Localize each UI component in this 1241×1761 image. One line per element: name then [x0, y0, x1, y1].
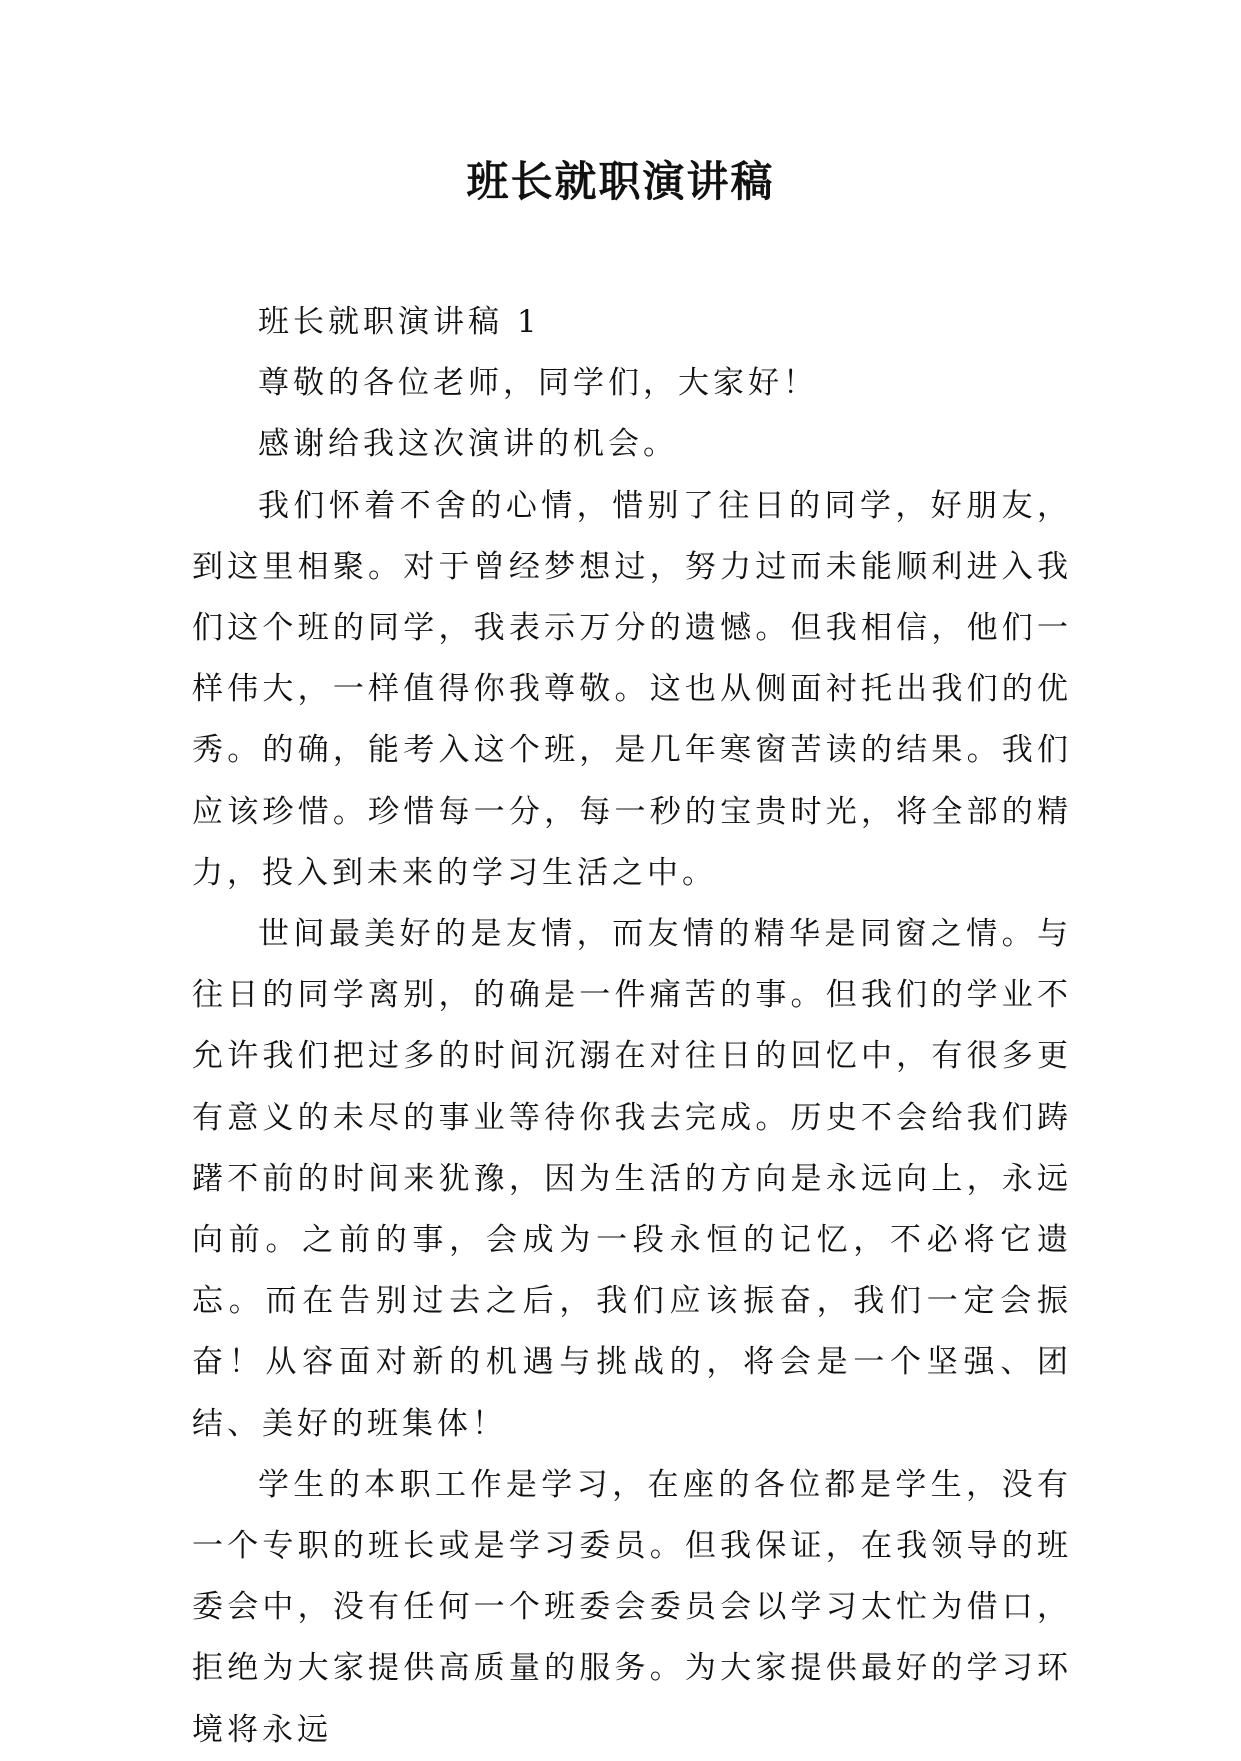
body-paragraph: 世间最美好的是友情，而友情的精华是同窗之情。与往日的同学离别，的确是一件痛苦的事。但我们的学业不允许我们把过多的时间沉溺在对往日的回忆中，有很多更有意义的未尽的事业等待你我去完成。历史不会给我们踌躇不前的时间来犹豫，因为生活的方向是永远向上，永远向前。之前的事，会成为一段永恒的记忆，不必将它遗忘。而在告别过去之后，我们应该振奋，我们一定会振奋！从容面对新的机遇与挑战的，将会是一个坚强、团结、美好的班集体！	[192, 916, 1072, 1442]
document-title: 班长就职演讲稿	[466, 157, 775, 206]
section-heading: 班长就职演讲稿 1	[258, 304, 541, 340]
body-paragraph: 我们怀着不舍的心情，惜别了往日的同学，好朋友，到这里相聚。对于曾经梦想过，努力过而未能顺利进入我们这个班的同学，我表示万分的遗憾。但我相信，他们一样伟大，一样值得你我尊敬。这也从侧面衬托出我们的优秀。的确，能考入这个班，是几年寒窗苦读的结果。我们应该珍惜。珍惜每一分，每一秒的宝贵时光，将全部的精力，投入到未来的学习生活之中。	[192, 487, 1072, 891]
document-body	[192, 292, 1072, 1761]
body-paragraph: 学生的本职工作是学习，在座的各位都是学生，没有一个专职的班长或是学习委员。但我保证，在我领导的班委会中，没有任何一个班委会委员会以学习太忙为借口，拒绝为大家提供高质量的服务。为大家提供最好的学习环境将永远	[192, 1466, 1072, 1748]
salutation-paragraph: 尊敬的各位老师，同学们，大家好！	[258, 365, 818, 402]
thanks-paragraph: 感谢给我这次演讲的机会。	[258, 426, 678, 463]
